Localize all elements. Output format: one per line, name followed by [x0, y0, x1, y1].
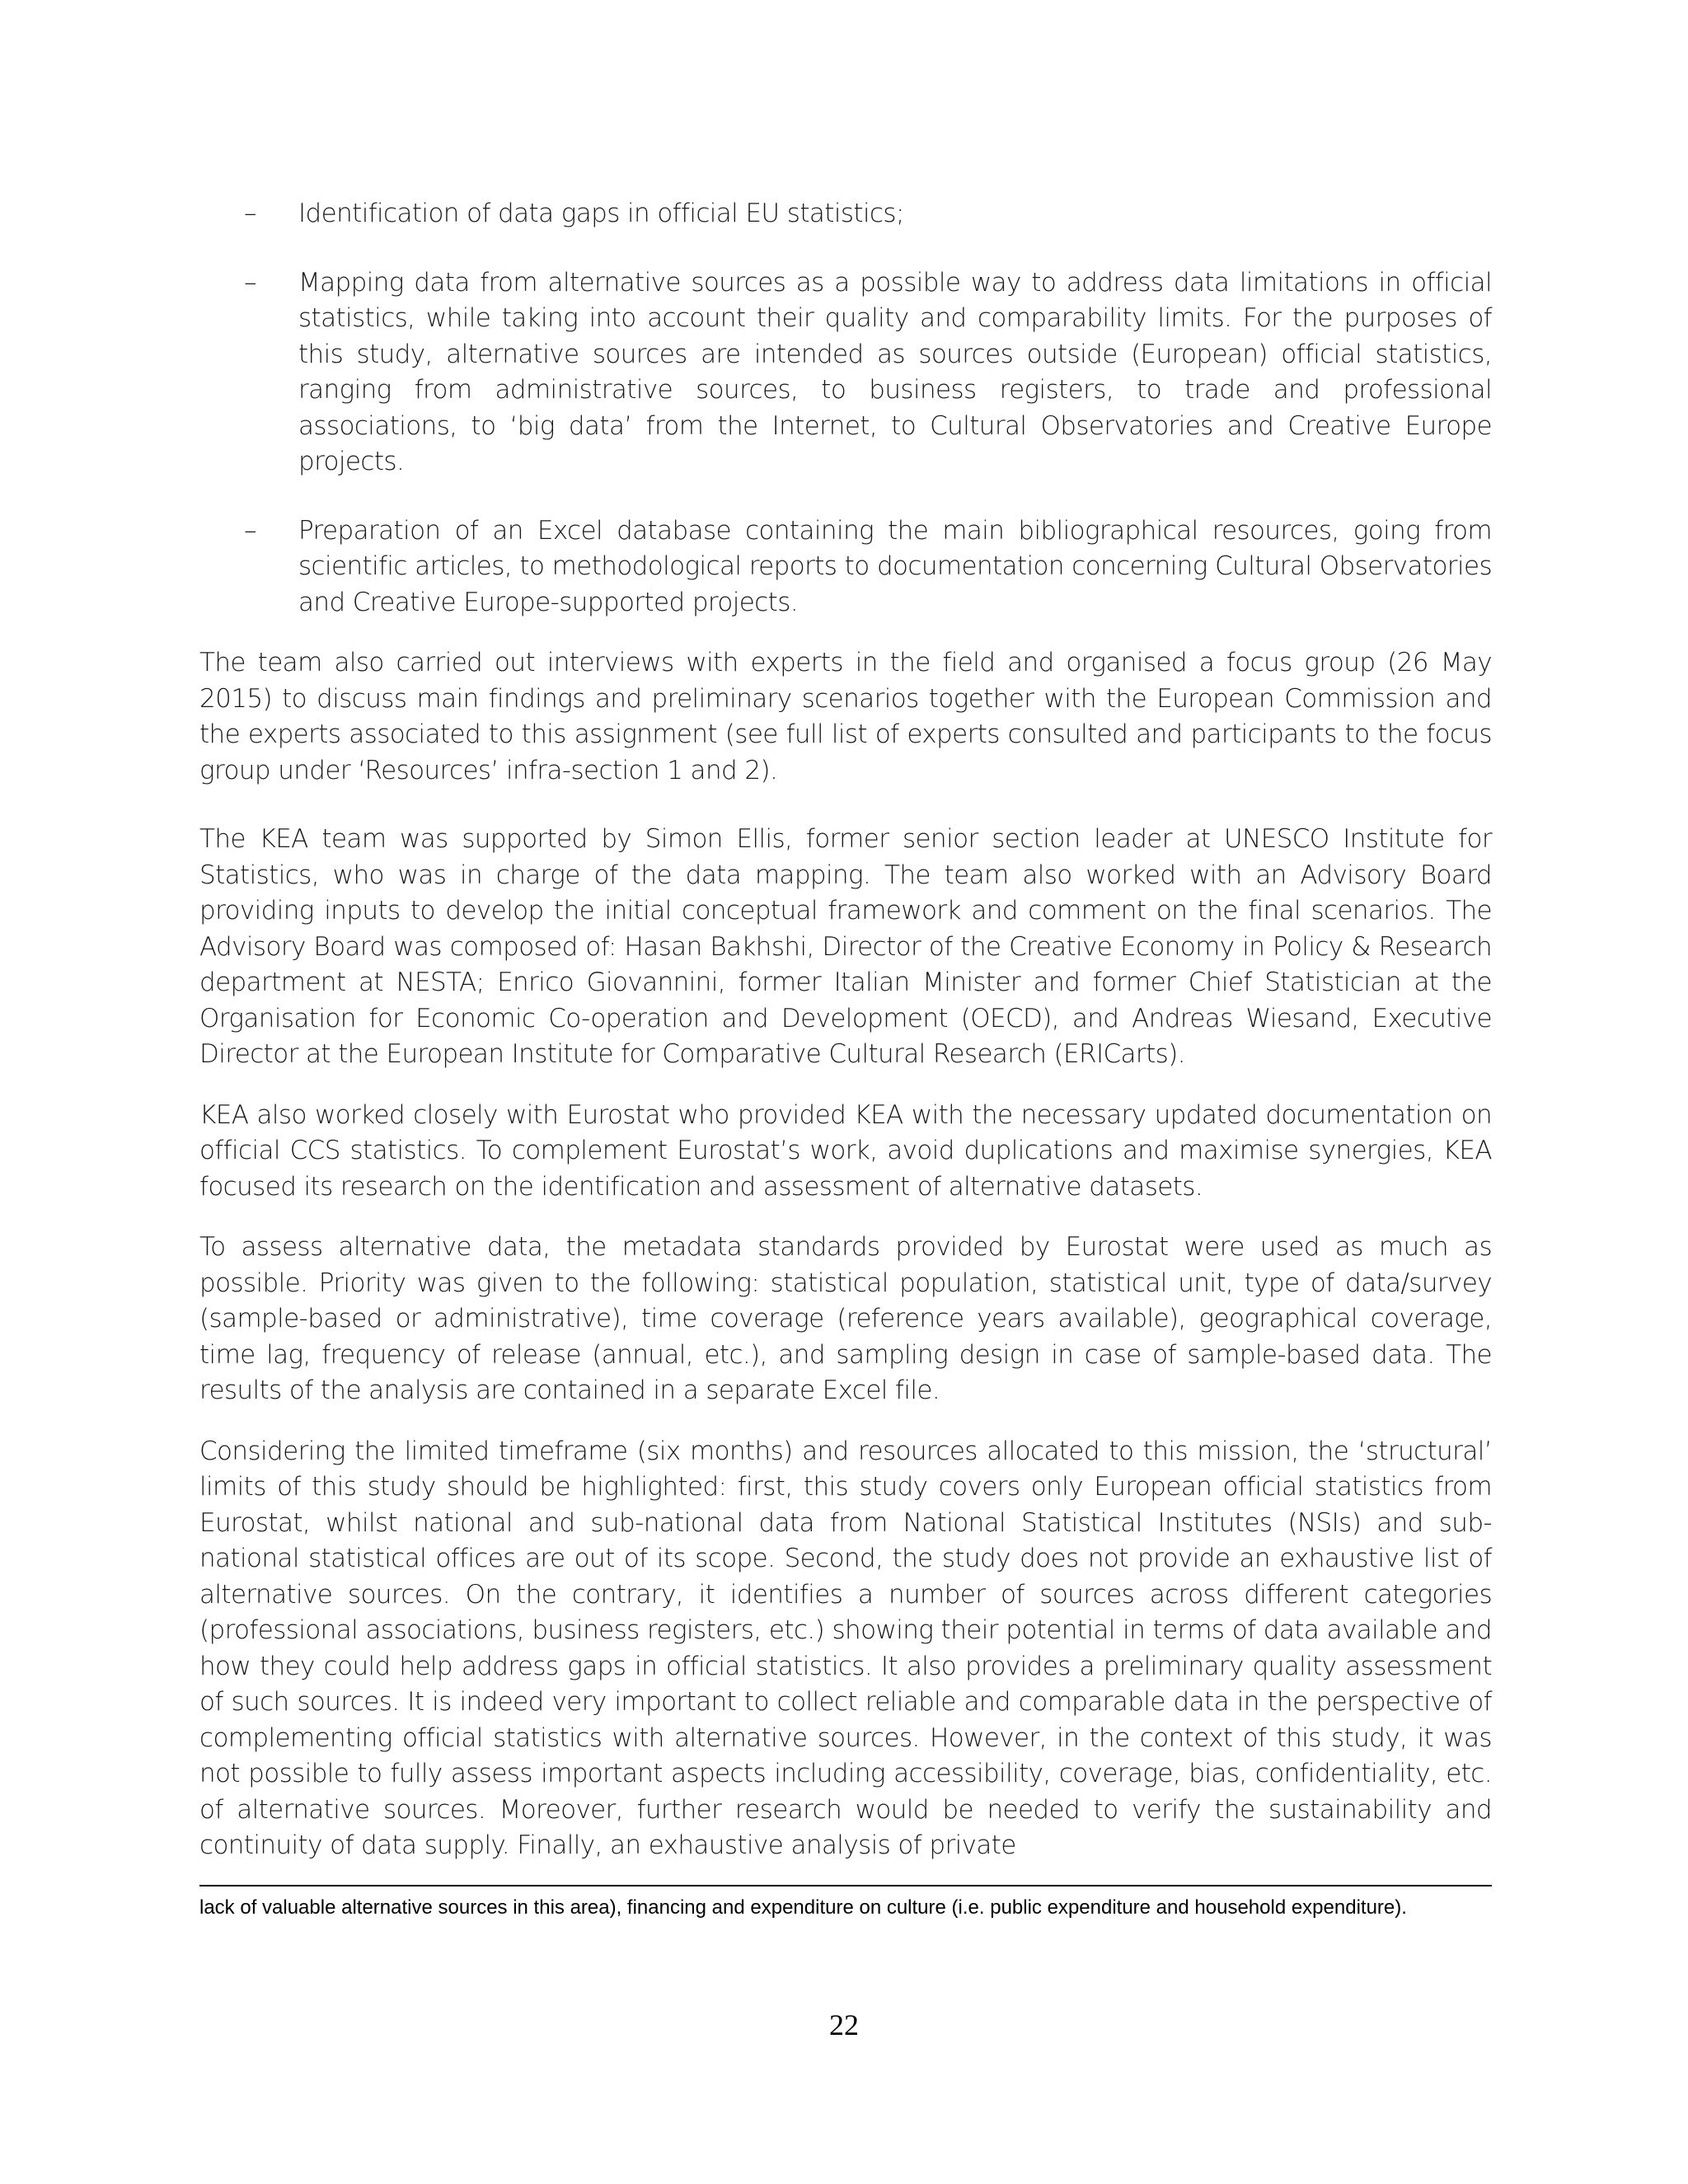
bullet-text: Mapping data from alternative sources as a possible way to address data limitations in official statistics, while taking into account their quality and comparability limits. For the purposes of this study, alternative sources are intended as sources outside (European) official statistics, ranging from administrative sources, to business registers, to trade and professional associations, to ‘big data’ from the Internet, to Cultural Observatories and Creative Europe projects.	[298, 267, 1492, 476]
paragraph-metadata: To assess alternative data, the metadata standards provided by Eurostat were used as much as possible. Priority was given to the following: statistical population, statistical unit, type of data/survey (sample-based or administrative), time coverage (reference years available), geographical coverage, time lag, frequency of release (annual, etc.), and sampling design in case of sample-based data. The results of the analysis are contained in a separate Excel file.	[199, 1232, 1492, 1405]
footnote-separator	[199, 1885, 1492, 1886]
paragraph-limits: Considering the limited timeframe (six months) and resources allocated to this mission, the ‘structural’ limits of this study should be highlighted: first, this study covers only European official statistics from Eurostat, whilst national and sub-national data from National Statistical Institutes (NSIs) and sub-national statistical offices are out of its scope. Second, the study does not provide an exhaustive list of alternative sources. On the contrary, it identifies a number of sources across different categories (professional associations, business registers, etc.) showing their potential in terms of data available and how they could help address gaps in official statistics. It also provides a preliminary quality assessment of such sources. It is indeed very important to collect reliable and comparable data in the perspective of complementing official statistics with alternative sources. However, in the context of this study, it was not possible to fully assess important aspects including accessibility, coverage, bias, confidentiality, etc. of alternative sources. Moreover, further research would be needed to verify the sustainability and continuity of data supply. Finally, an exhaustive analysis of private	[199, 1436, 1492, 1860]
bullet-dash: –	[244, 199, 256, 228]
bullet-item	[199, 196, 1492, 232]
bullet-dash: –	[244, 267, 256, 298]
body-text	[199, 196, 1492, 1864]
paragraph-interviews: The team also carried out interviews with experts in the field and organised a focus group (26 May 2015) to discuss main findings and preliminary scenarios together with the European Commission and the experts associated to this assignment (see full list of experts consulted and participants to the focus group under ‘Resources’ infra-section 1 and 2).	[199, 648, 1492, 785]
paragraph-eurostat: KEA also worked closely with Eurostat who provided KEA with the necessary updated documentation on official CCS statistics. To complement Eurostat’s work, avoid duplications and maximise synergies, KEA focused its research on the identification and assessment of alternative datasets.	[199, 1099, 1492, 1202]
bullet-text: Preparation of an Excel database containing the main bibliographical resources, going from scientific articles, to methodological reports to documentation concerning Cultural Observatories and Creative Europe-supported projects.	[298, 515, 1492, 617]
page-number: 22	[829, 2008, 859, 2041]
bullet-dash: –	[244, 515, 256, 546]
paragraph-kea-team: The KEA team was supported by Simon Ellis, former senior section leader at UNESCO Institute for Statistics, who was in charge of the data mapping. The team also worked with an Advisory Board providing inputs to develop the initial conceptual framework and comment on the final scenarios. The Advisory Board was composed of: Hasan Bakhshi, Director of the Creative Economy in Policy & Research department at NESTA; Enrico Giovannini, former Italian Minister and former Chief Statistician at the Organisation for Economic Co-operation and Development (OECD), and Andreas Wiesand, Executive Director at the European Institute for Comparative Cultural Research (ERICarts).	[199, 824, 1492, 1069]
bullet-item	[199, 265, 1492, 480]
bullet-item	[199, 513, 1492, 621]
bullet-text: Identification of data gaps in official EU statistics;	[298, 199, 904, 228]
footnote-text: lack of valuable alternative sources in this area), financing and expenditure on culture (i.e. public expenditure and household expenditure).	[199, 1896, 1407, 1919]
